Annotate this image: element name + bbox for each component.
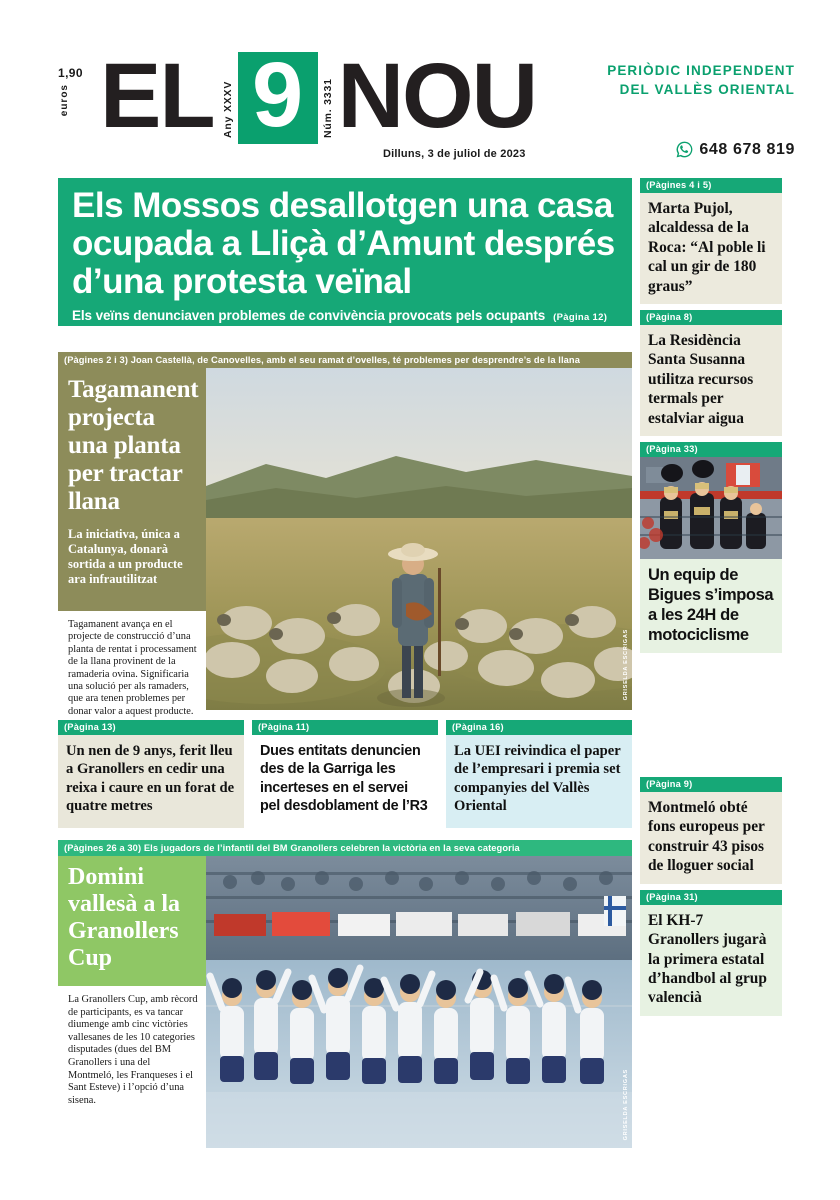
rail-item-montmelo-pisos[interactable] xyxy=(640,777,782,884)
masthead xyxy=(0,0,840,172)
rail-page-ref: (Pàgina 33) xyxy=(640,442,782,457)
brief-headline: La UEI reivindica el paper de l’empresari i premia set companyies del Vallès Oriental xyxy=(454,743,621,815)
issue-number: Núm. 3331 xyxy=(321,78,334,138)
issue-year: Any XXXV xyxy=(221,80,234,138)
whatsapp-icon xyxy=(675,140,694,159)
feature-caption: (Pàgines 2 i 3) Joan Castellà, de Canovelles, amb el seu ramat d’ovelles, té problemes per desprendre’s de la llana xyxy=(58,352,632,368)
shepherd-photo-art xyxy=(206,368,632,710)
brief-page-ref: (Pàgina 13) xyxy=(58,720,244,735)
brief-headline: Un nen de 9 anys, ferit lleu a Granollers en cedir una reixa i caure en un forat de quatre metres xyxy=(66,743,235,815)
logo-text-nou: NOU xyxy=(337,45,537,147)
sport-article-granollers-cup[interactable] xyxy=(58,840,632,1148)
rail-headline: Un equip de Bigues s’imposa a les 24H de motociclisme xyxy=(648,566,774,645)
lead-story[interactable] xyxy=(58,178,632,326)
feature-article-tagamanent[interactable] xyxy=(58,352,632,717)
sport-headline: Domini vallesà a la Granollers Cup xyxy=(68,864,180,971)
rail-headline: El KH-7 Granollers jugarà la primera estatal d’handbol al grup valencià xyxy=(648,911,767,1007)
feature-photo-shepherd xyxy=(206,368,632,710)
whatsapp-contact[interactable] xyxy=(675,140,795,159)
feature-subheadline: La iniciativa, única a Catalunya, donarà sortida a un producte ara infrautilitzat xyxy=(68,527,183,586)
brief-item-uei[interactable] xyxy=(446,720,632,828)
lead-headline: Els Mossos desallotgen una casa ocupada a Lliçà d’Amunt després d’una protesta veïnal xyxy=(72,186,615,301)
nameplate-logo xyxy=(100,44,537,147)
lead-subheadline: Els veïns denunciaven problemes de convivència provocats pels ocupants xyxy=(72,308,546,323)
logo-text-el: EL xyxy=(100,45,214,147)
rail-page-ref: (Pàgina 31) xyxy=(640,890,782,905)
sport-body-text: La Granollers Cup, amb rècord de participants, es va tancar diumenge amb cinc victòries vallesanes de les 10 categories disputades (dues del BM Granollers i una del Montmeló, les Franqueses i el Sant Esteve) i l’opció d’una sisena. xyxy=(58,986,206,1107)
rail-item-bigues-motociclisme[interactable] xyxy=(640,442,782,653)
brief-item-garriga-r3[interactable] xyxy=(252,720,438,828)
rail-page-ref: (Pàgina 9) xyxy=(640,777,782,792)
right-rail xyxy=(640,178,782,1022)
tagline: PERIÒDIC INDEPENDENT DEL VALLÈS ORIENTAL xyxy=(607,63,795,97)
price-unit: euros xyxy=(59,84,70,117)
sport-text-column xyxy=(58,856,206,1148)
sport-photo-handball xyxy=(206,856,632,1148)
rail-item-residencia-santa-susanna[interactable] xyxy=(640,310,782,436)
podium-photo-art xyxy=(640,457,782,559)
logo-nine-badge: 9 xyxy=(238,52,318,144)
handball-celebration-art xyxy=(206,856,632,1148)
brief-headline: Dues entitats denuncien des de la Garriga les incerteses en el servei pel desdoblament de l’R3 xyxy=(260,743,428,815)
feature-photo-credit: GRISELDA ESCRIGAS xyxy=(623,628,629,700)
rail-photo-motorcycling-podium xyxy=(640,457,782,559)
feature-body-text: Tagamanent avança en el projecte de construcció d’una planta de rentat i processament de la llana provinent de la ramaderia ovina. Significaria una solució per als ramaders, que ara tenen problemes per donar valor a aquest producte. xyxy=(58,611,206,718)
feature-text-column xyxy=(58,368,206,717)
feature-headline: Tagamanent projecta una planta per tractar llana xyxy=(68,376,199,515)
brief-row xyxy=(58,720,632,828)
sport-caption: (Pàgines 26 a 30) Els jugadors de l’infantil del BM Granollers celebren la victòria en la seva categoria xyxy=(58,840,632,856)
rail-item-marta-pujol[interactable] xyxy=(640,178,782,304)
lead-page-ref: (Pàgina 12) xyxy=(553,312,608,323)
rail-item-kh7-handbol[interactable] xyxy=(640,890,782,1016)
price-value: 1,90 xyxy=(58,66,83,80)
whatsapp-number: 648 678 819 xyxy=(699,140,795,158)
brief-page-ref: (Pàgina 16) xyxy=(446,720,632,735)
brief-page-ref: (Pàgina 11) xyxy=(252,720,438,735)
rail-headline: Montmeló obté fons europeus per construir 43 pisos de lloguer social xyxy=(648,799,765,875)
publication-date: Dilluns, 3 de juliol de 2023 xyxy=(383,148,526,160)
rail-page-ref: (Pàgina 8) xyxy=(640,310,782,325)
rail-page-ref: (Pàgines 4 i 5) xyxy=(640,178,782,193)
rail-headline: Marta Pujol, alcaldessa de la Roca: “Al poble li cal un gir de 180 graus” xyxy=(648,200,766,295)
sport-photo-credit: GRISELDA ESCRIGAS xyxy=(623,1068,629,1140)
price-block xyxy=(58,66,92,142)
rail-headline: La Residència Santa Susanna utilitza recursos termals per estalviar aigua xyxy=(648,332,754,427)
brief-item-nen-granollers[interactable] xyxy=(58,720,244,828)
